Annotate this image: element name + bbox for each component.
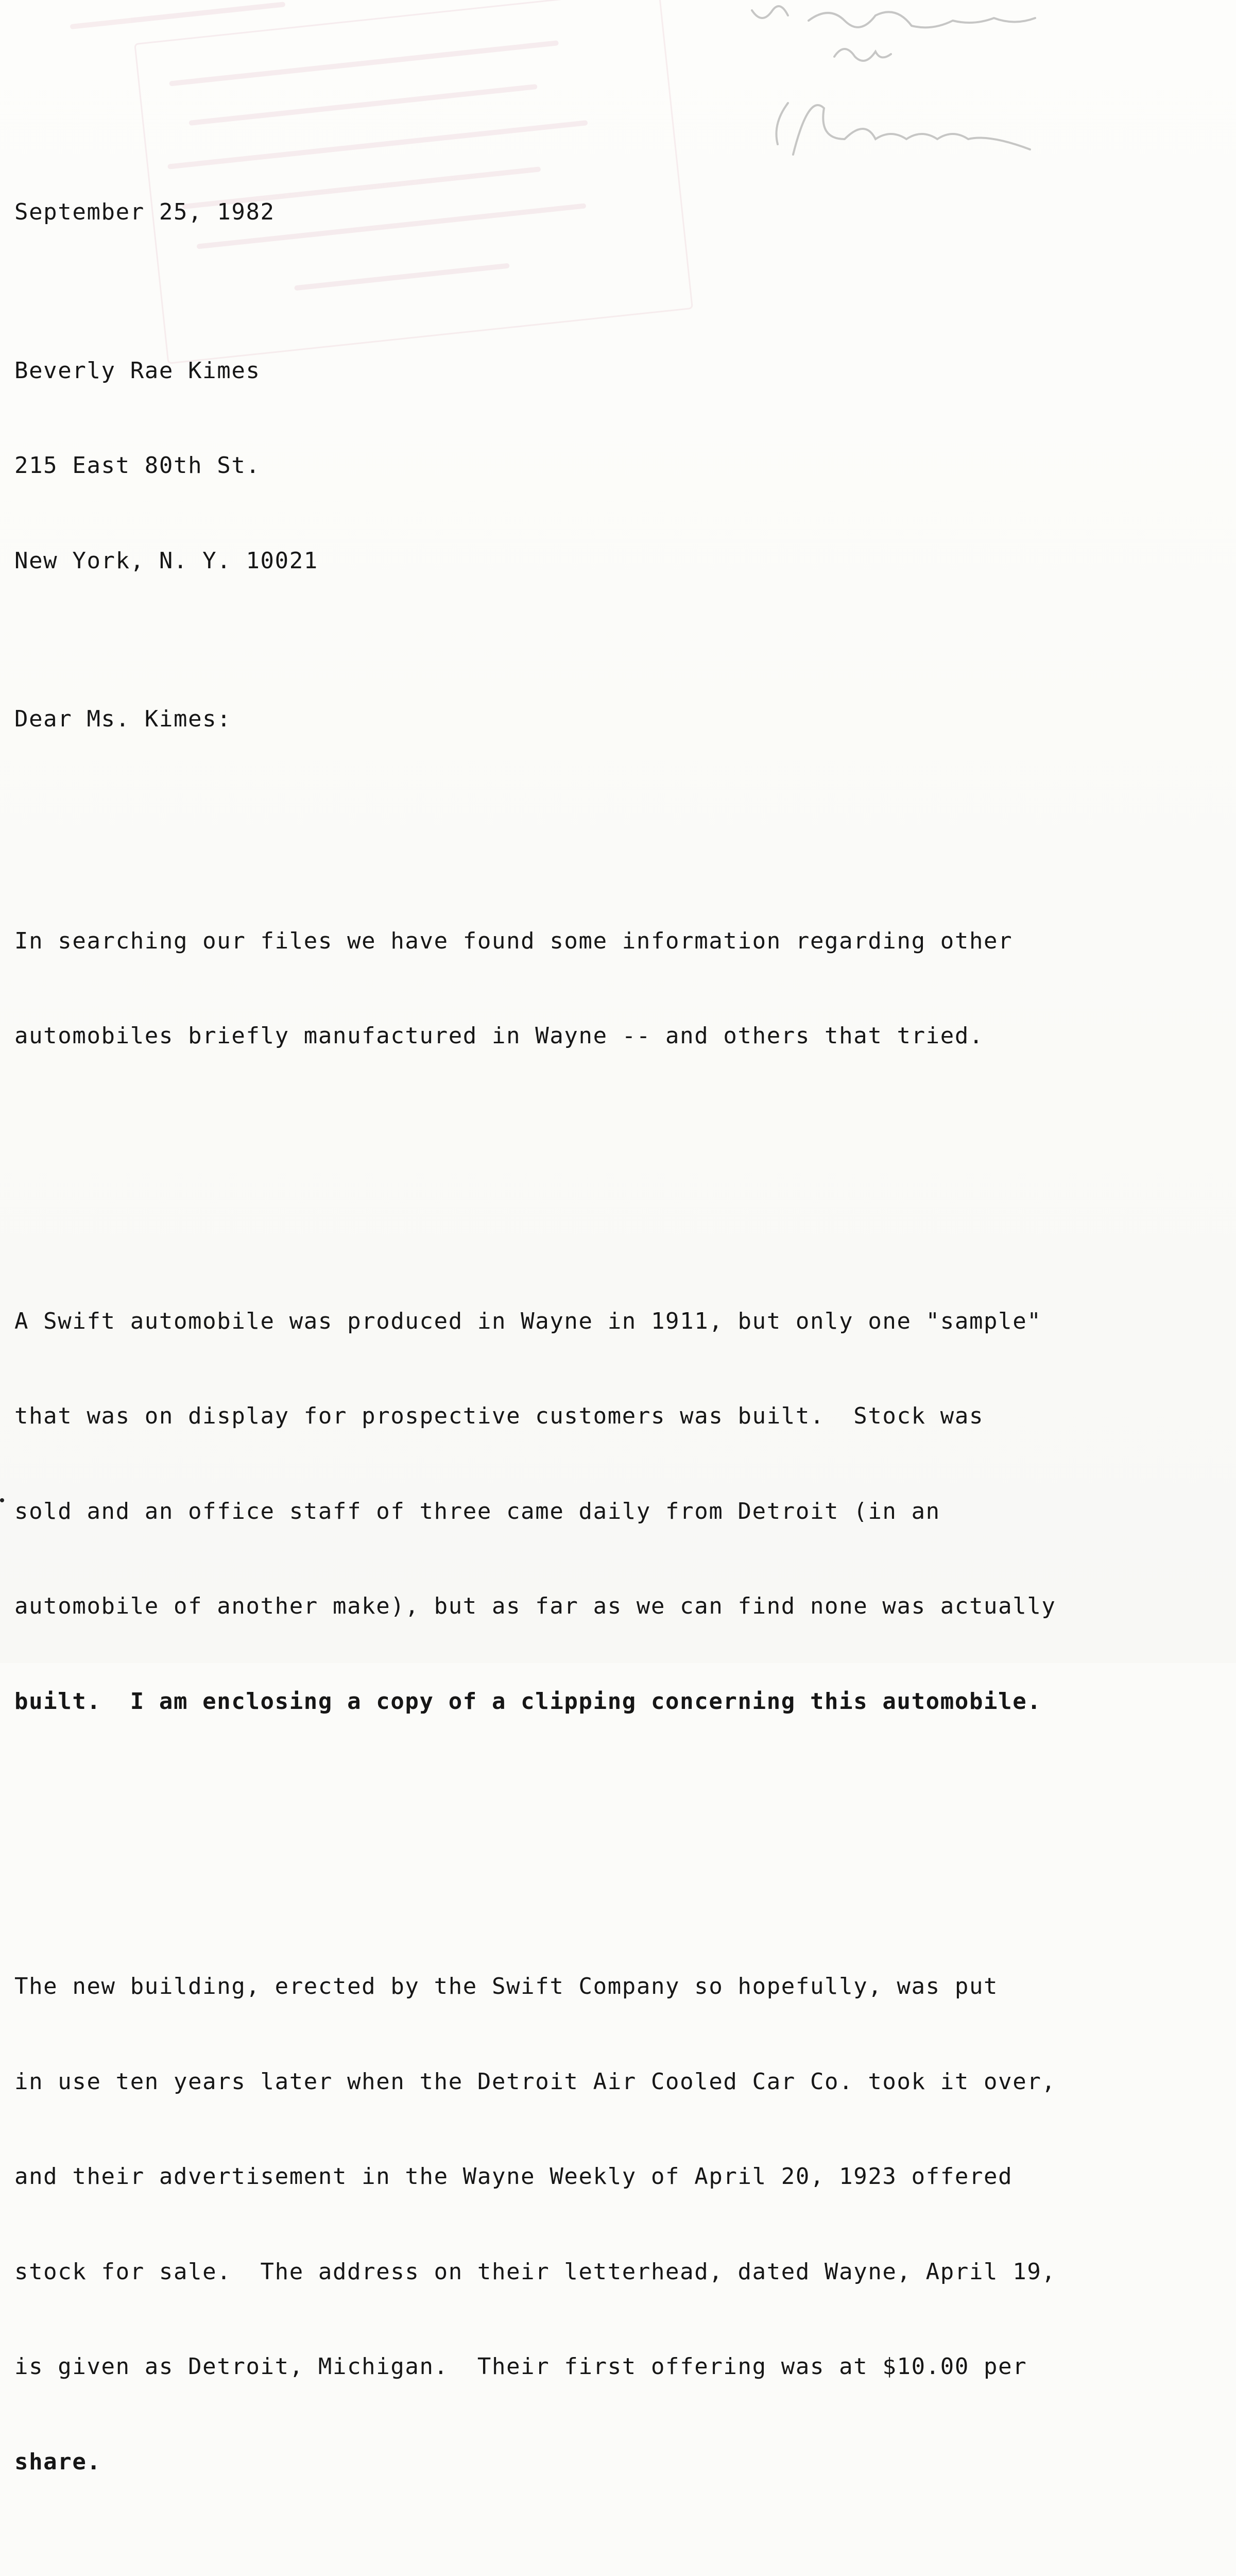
paragraph-line: share. bbox=[14, 2448, 101, 2475]
paragraph-line: automobile of another make), but as far as we can find none was actually bbox=[14, 1593, 1056, 1619]
letter-date: September 25, 1982 bbox=[14, 199, 275, 225]
paragraph-line: automobiles briefly manufactured in Wayne -- and others that tried. bbox=[14, 1023, 984, 1049]
paragraph-line: and their advertisement in the Wayne Weekly of April 20, 1923 offered bbox=[14, 2163, 1013, 2190]
stray-mark bbox=[0, 1498, 4, 1502]
recipient-name: Beverly Rae Kimes bbox=[14, 357, 261, 384]
paragraph-line: The new building, erected by the Swift Company so hopefully, was put bbox=[14, 1973, 999, 1999]
recipient-street: 215 East 80th St. bbox=[14, 452, 261, 479]
paragraph-line: In searching our files we have found some information regarding other bbox=[14, 927, 1013, 954]
paragraph-1 bbox=[14, 862, 1199, 1115]
salutation: Dear Ms. Kimes: bbox=[14, 706, 232, 732]
paragraph-line: that was on display for prospective customers was built. Stock was bbox=[14, 1403, 984, 1429]
paragraph-3 bbox=[14, 1907, 1199, 2541]
paragraph-line: in use ten years later when the Detroit Air Cooled Car Co. took it over, bbox=[14, 2068, 1056, 2095]
paragraph-line: sold and an office staff of three came daily from Detroit (in an bbox=[14, 1498, 940, 1524]
recipient-city: New York, N. Y. 10021 bbox=[14, 547, 318, 574]
paragraph-2 bbox=[14, 1242, 1199, 1781]
paragraph-line: A Swift automobile was produced in Wayne in 1911, but only one "sample" bbox=[14, 1308, 1042, 1334]
letter-body bbox=[14, 133, 1199, 2576]
paragraph-line: built. I am enclosing a copy of a clipping concerning this automobile. bbox=[14, 1688, 1042, 1715]
paragraph-line: is given as Detroit, Michigan. Their first offering was at $10.00 per bbox=[14, 2353, 1027, 2380]
paragraph-line: stock for sale. The address on their letterhead, dated Wayne, April 19, bbox=[14, 2258, 1056, 2285]
